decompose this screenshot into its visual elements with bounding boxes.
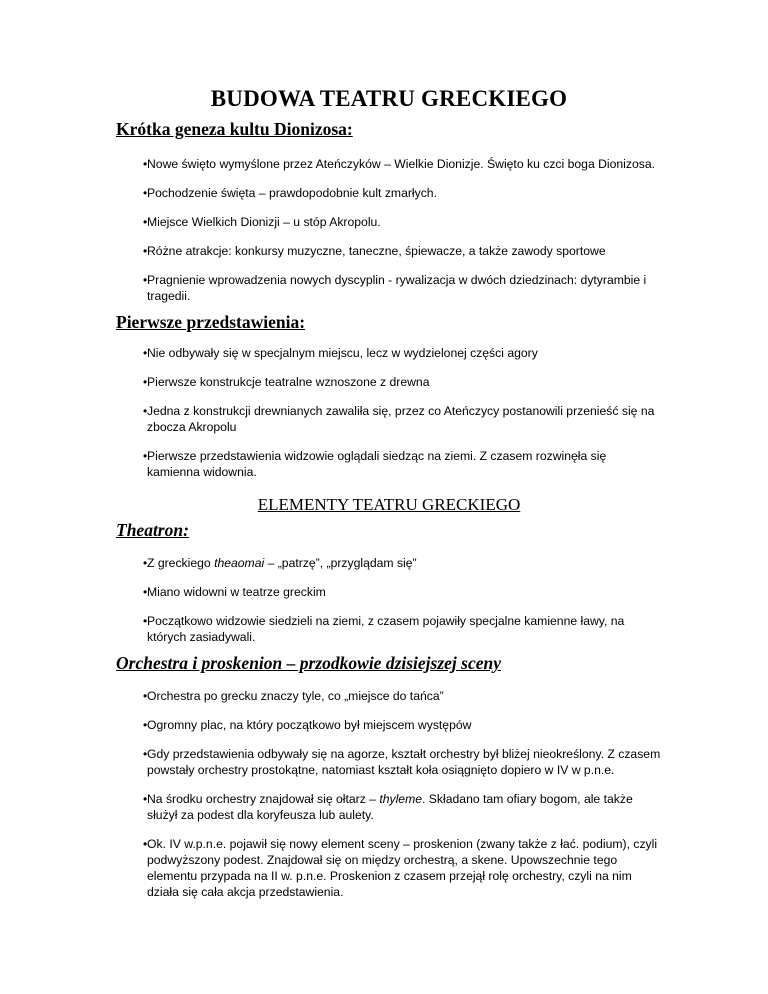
list-item: • Pragnienie wprowadzenia nowych dyscyplin - rywalizacja w dwóch dziedzinach: dytyrambie i tragedii. [143,273,647,303]
list-item: • Jedna z konstrukcji drewnianych zawaliła się, przez co Ateńczycy postanowili przenieść się na zbocza Akropolu [143,404,655,434]
list-item: • Pierwsze przedstawienia widzowie oglądali siedząc na ziemi. Z czasem rozwinęła się kamienna widownia. [143,449,607,479]
list-item: • Miejsce Wielkich Dionizji – u stóp Akropolu. [143,215,381,229]
section-heading-first-performances: Pierwsze przedstawienia: [116,312,306,332]
section-heading-genesis: Krótka geneza kultu Dionizosa: [116,119,353,139]
list-item: • Z greckiego theaomai – „patrzę”, „przyglądam się” [143,556,417,570]
orchestra-list [116,688,662,900]
document-title: BUDOWA TEATRU GRECKIEGO [210,86,568,111]
list-item: • Pierwsze konstrukcje teatralne wznoszone z drewna [143,375,430,389]
list-item: • Początkowo widzowie siedzieli na ziemi, z czasem pojawiły specjalne kamienne ławy, na których zasiadywali. [143,614,625,644]
list-item: • Ok. IV w.p.n.e. pojawił się nowy element sceny – proskenion (zwany także z łać. podium), czyli podwyższony podest. Znajdował się on między orchestrą, a skene. Upowszechnie tego elementu przypada na II w. p.n.e. Proskenion z czasem przejął rolę orchestry, czyli na nim działa się cała akcja przedstawienia. [143,837,658,899]
list-item: • Ogromny plac, na który początkowo był miejscem występów [143,718,472,732]
list-item: • Orchestra po grecku znaczy tyle, co „miejsce do tańca” [143,689,444,703]
list-item: • Pochodzenie święta – prawdopodobnie kult zmarłych. [143,186,437,200]
list-item: • Nie odbywały się w specjalnym miejscu, lecz w wydzielonej części agory [143,346,538,360]
list-item: • Nowe święto wymyślone przez Ateńczyków – Wielkie Dionizje. Święto ku czci boga Dionizosa. [143,157,656,171]
first-performances-list [116,345,662,480]
list-item: • Różne atrakcje: konkursy muzyczne, taneczne, śpiewacze, a także zawody sportowe [143,244,606,258]
list-item: • Na środku orchestry znajdował się ołtarz – thyleme. Składano tam ofiary bogom, ale także służył za podest dla koryfeusza lub aulety. [143,792,633,822]
genesis-list [116,156,662,304]
section-subtitle-elements: ELEMENTY TEATRU GRECKIEGO [257,495,521,514]
theatron-list [116,555,662,645]
list-item: • Gdy przedstawienia odbywały się na agorze, kształt orchestry był bliżej nieokreślony. Z czasem powstały orchestry prostokątne, natomiast kształt koła osiągnięto dopiero w IV w p.n.e. [143,747,661,777]
list-item: • Miano widowni w teatrze greckim [143,585,326,599]
section-heading-orchestra: Orchestra i proskenion – przodkowie dzisiejszej sceny [116,653,502,673]
section-heading-theatron: Theatron: [116,520,189,540]
